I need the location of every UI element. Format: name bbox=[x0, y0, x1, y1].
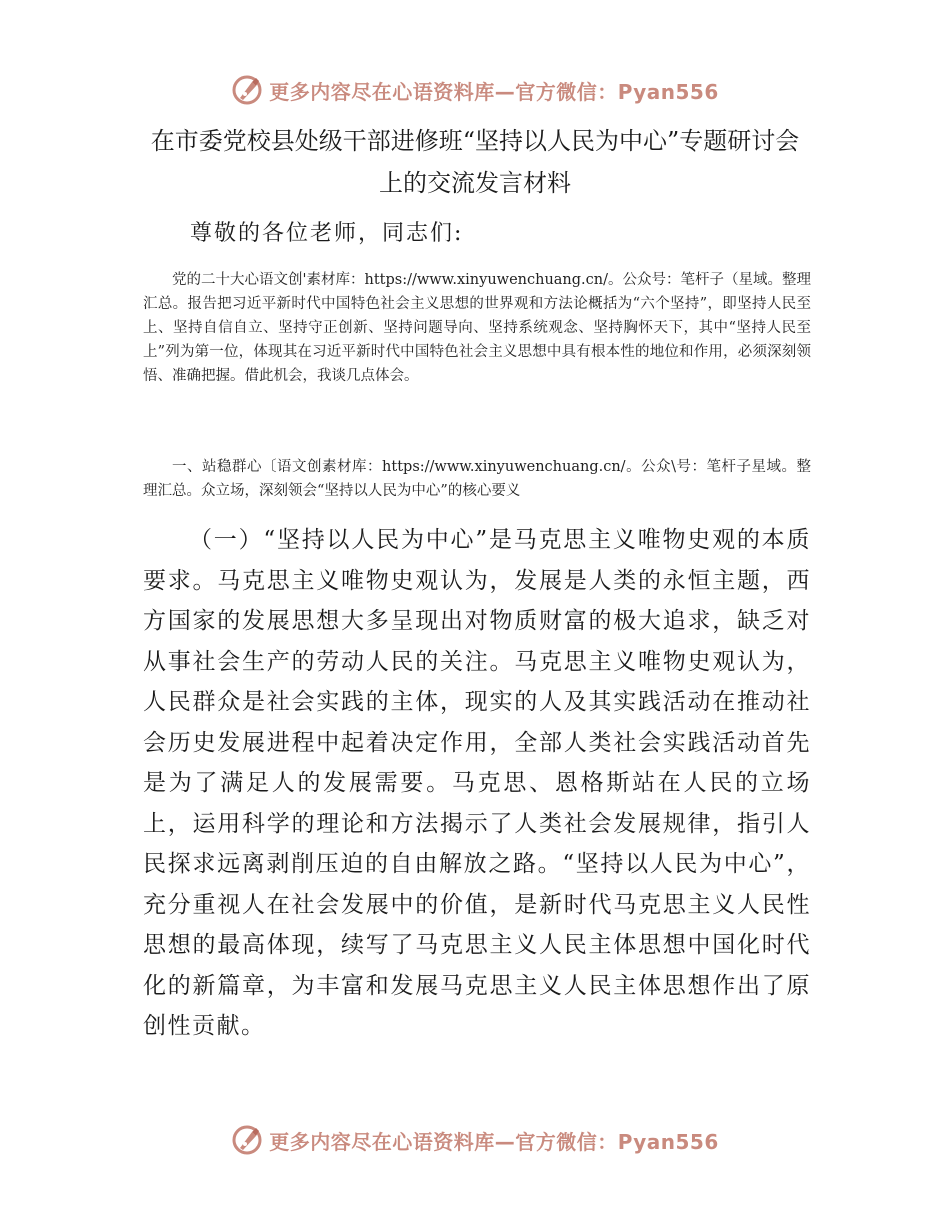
pen-nib-logo-icon bbox=[231, 74, 263, 106]
watermark-text: 更多内容尽在心语资料库—官方微信：Pyan556 bbox=[269, 79, 719, 104]
watermark-banner-bottom bbox=[0, 1120, 950, 1160]
watermark-text: 更多内容尽在心语资料库—官方微信：Pyan556 bbox=[269, 1129, 719, 1154]
salutation: 尊敬的各位老师，同志们: bbox=[190, 221, 464, 246]
section-body-paragraph: （一）“坚持以人民为中心”是马克思主义唯物史观的本质要求。马克思主义唯物史观认为，发展是人类的永恒主题，西方国家的发展思想大多呈现出对物质财富的极大追求，缺乏对从事社会生产的劳动人民的关注。马克思主义唯物史观认为，人民群众是社会实践的主体，现实的人及其实践活动在推动社会历史发展进程中起着决定作用，全部人类社会实践活动首先是为了满足人的发展需要。马克思、恩格斯站在人民的立场上，运用科学的理论和方法揭示了人类社会发展规律，指引人民探求远离剥削压迫的自由解放之路。“坚持以人民为中心”，充分重视人在社会发展中的价值，是新时代马克思主义人民性思想的最高体现，续写了马克思主义人民主体思想中国化时代化的新篇章，为丰富和发展马克思主义人民主体思想作出了原创性贡献。 bbox=[143, 527, 811, 1039]
intro-paragraph: 党的二十大心语文创'素材库：https://www.xinyuwenchuang.cn/。公众号：笔杆子（星域。整理汇总。报告把习近平新时代中国特色社会主义思想的世界观和方法论概括为“六个坚持”，即坚持人民至上、坚持自信自立、坚持守正创新、坚持问题导向、坚持系统观念、坚持胸怀天下，其中“坚持人民至上”列为第一位，体现其在习近平新时代中国特色社会主义思想中具有根本性的地位和作用，必须深刻领悟、准确把握。借此机会，我谈几点体会。 bbox=[143, 272, 812, 384]
section-heading: 一、站稳群心〔语文创素材库：https://www.xinyuwenchuang.cn/。公众\号：笔杆子星域。整理汇总。众立场，深刻领会“坚持以人民为中心”的核心要义 bbox=[143, 459, 811, 499]
pen-nib-logo-icon bbox=[231, 1124, 263, 1156]
document-title: 在市委党校县处级干部进修班“坚持以人民为中心”专题研讨会上的交流发言材料 bbox=[150, 127, 800, 197]
watermark-banner-top bbox=[0, 70, 950, 110]
